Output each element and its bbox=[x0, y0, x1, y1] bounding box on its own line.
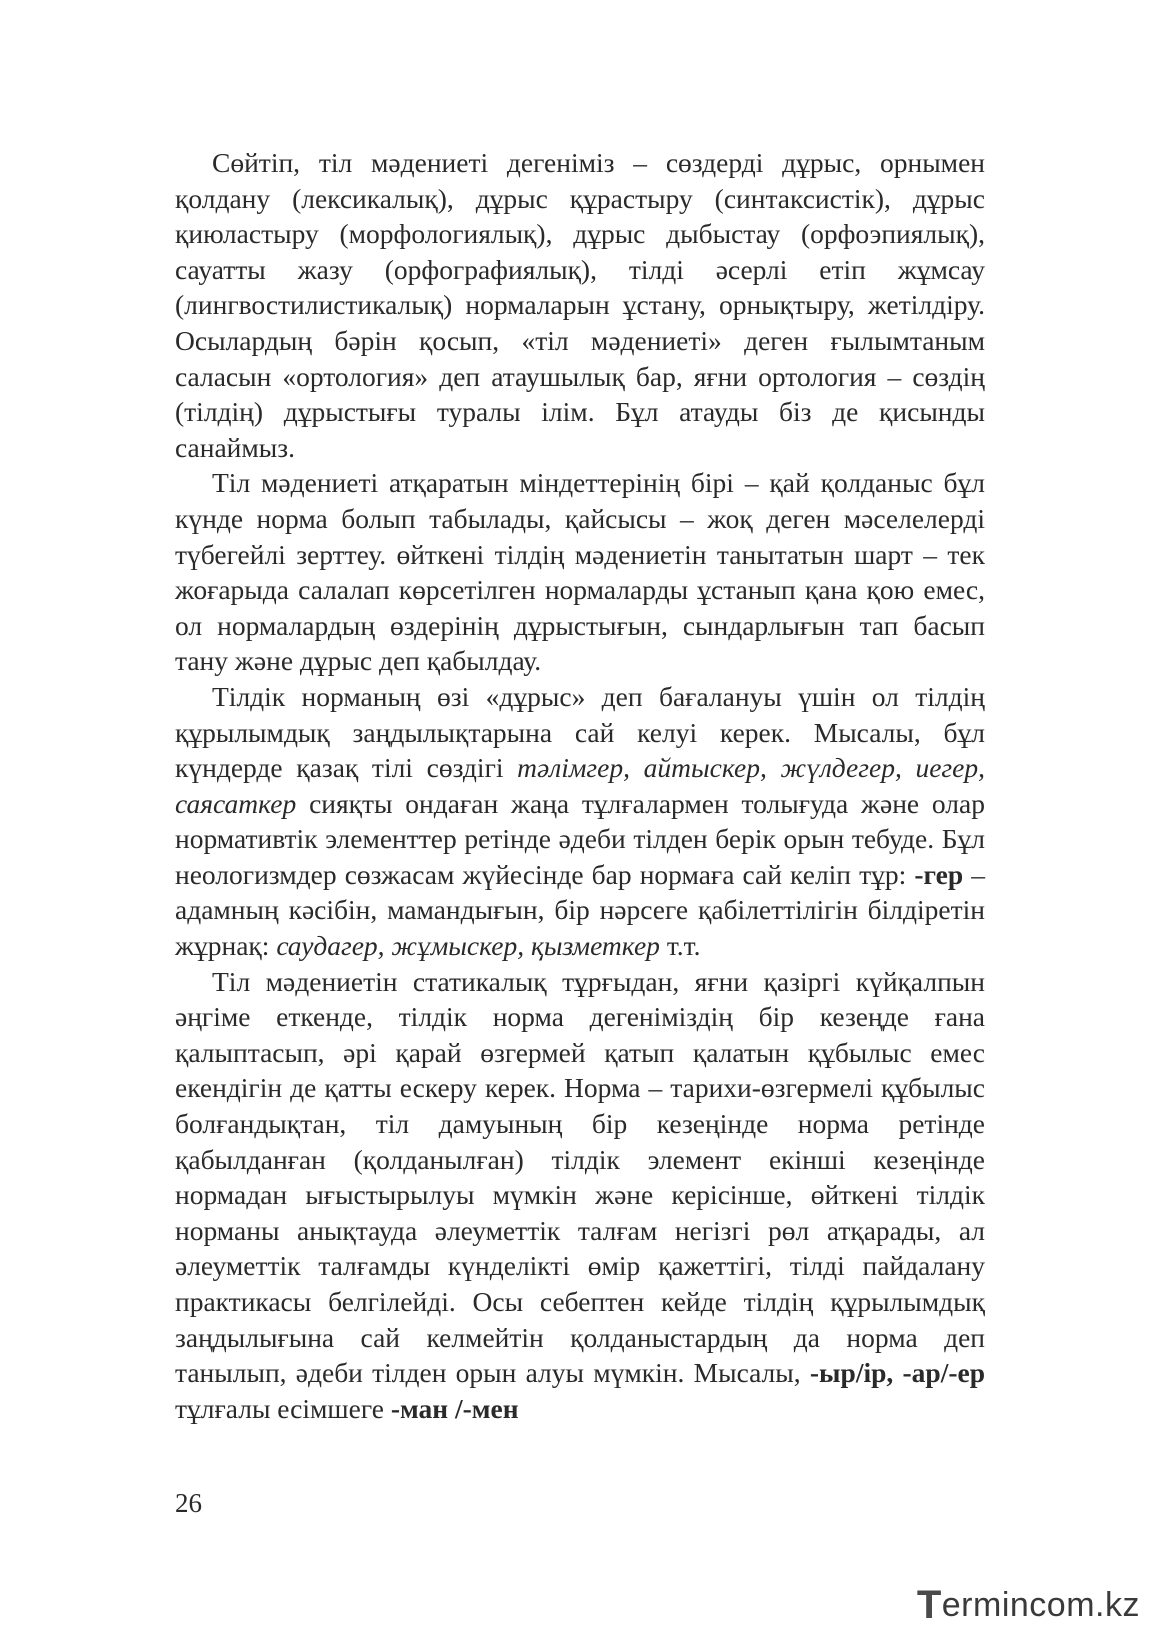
text-run: Сөйтіп, тіл мәдениеті дегеніміз – сөздерді дұрыс, орнымен қолдану (лексикалық), дұрыс құрастыру (синтаксистік), дұрыс қиюластыру (морфологиялық), дұрыс дыбыстау (орфоэпиялық), сауатты жазу (орфографиялық), тілді әсерлі етіп жұмсау (лингвостилистикалық) нормаларын ұстану, орнықтыру, жетілдіру. Осылардың бәрін қосып, «тіл мәдениеті» деген ғылымтаным саласын «ортология» деп атаушылық бар, яғни ортология – сөздің (тілдің) дұрыстығы туралы ілім. Бұл атауды біз де қисынды санаймыз. bbox=[175, 147, 985, 463]
bold-text-run: -ман /-мен bbox=[390, 1392, 519, 1424]
text-run: Тіл мәдениетін статикалық тұрғыдан, яғни қазіргі күйқалпын әңгіме еткенде, тілдік норма дегеніміздің бір кезеңде ғана қалыптасып, әрі қарай өзгермей қатып қалатын құбылыс емес екендігін де қатты ескеру керек. Норма – тарихи-өзгермелі құбылыс болғандықтан, тіл дамуының бір кезеңінде норма ретінде қабылданған (қолданылған) тілдік элемент екінші кезеңінде нормадан ығыстырылуы мүмкін және керісінше, өйткені тілдік норманы анықтауда әлеуметтік талғам негізгі рөл атқарады, ал әлеуметтік талғамды күнделікті өмір қажеттігі, тілді пайдалану практикасы белгілейді. Осы себептен кейде тілдің құрылымдық заңдылығына сай келмейтін қолданыстардың да норма деп танылып, әдеби тілден орын алуы мүмкін. Мысалы, bbox=[175, 965, 985, 1389]
body-text bbox=[175, 145, 985, 1426]
watermark-logo-letter: T bbox=[916, 1583, 942, 1627]
watermark-logo-o: o bbox=[1046, 1586, 1067, 1624]
bold-text-run: -ыр/ір, -ар/-ер bbox=[809, 1357, 986, 1389]
termincom-watermark-logo bbox=[917, 1585, 1140, 1625]
bold-text-run: -гер bbox=[914, 858, 964, 890]
paragraph bbox=[175, 465, 985, 679]
text-run: – адамның кәсібін, мамандығын, бір нәрсеге қабілеттілігін білдіретін жұрнақ: bbox=[175, 858, 985, 962]
italic-text-run: саудагер, жұмыскер, қызметкер bbox=[276, 930, 660, 962]
text-run: Тілдік норманың өзі «дұрыс» деп бағалануы үшін ол тілдің құрылымдық заңдылықтарына сай келуі керек. Мысалы, бұл күндерде қазақ тілі сөздігі bbox=[175, 680, 985, 784]
paragraph bbox=[175, 145, 985, 465]
watermark-logo-suffix: m.kz bbox=[1066, 1586, 1140, 1624]
text-run: т.т. bbox=[659, 930, 701, 962]
watermark-logo-text: erminc bbox=[941, 1586, 1047, 1624]
text-run: Тіл мәдениеті атқаратын міндеттерінің бірі – қай қолданыс бұл күнде норма болып табылады, қайсысы – жоқ деген мәселелерді түбегейлі зерттеу. өйткені тілдің мәдениетін танытатын шарт – тек жоғарыда салалап көрсетілген нормаларды ұстанып қана қою емес, ол нормалардың өздерінің дұрыстығын, сындарлығын тап басып тану және дұрыс деп қабылдау. bbox=[175, 467, 985, 677]
italic-text-run: тәлімгер, айтыскер, жүлдегер, иегер, саясаткер bbox=[175, 752, 985, 819]
text-run: сияқты ондаған жаңа тұлғалармен толығуда және олар нормативтік элементтер ретінде әдеби тілден берік орын тебуде. Бұл неологизмдер сөзжасам жүйесінде бар нормаға сай келіп тұр: bbox=[175, 787, 985, 890]
paragraph bbox=[175, 964, 985, 1427]
paragraph bbox=[175, 679, 985, 964]
page-number: 26 bbox=[175, 1488, 202, 1518]
text-run: тұлғалы есімшеге bbox=[175, 1392, 391, 1424]
